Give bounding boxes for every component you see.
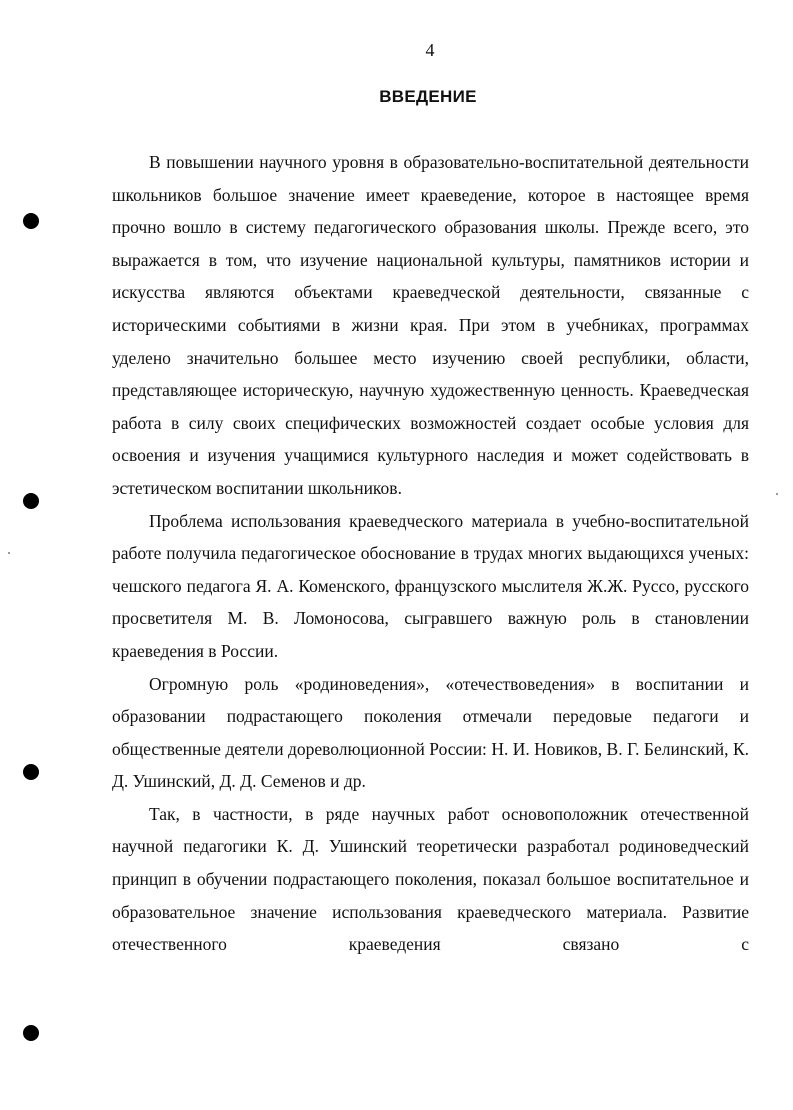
paragraph-4: Так, в частности, в ряде научных работ основоположник отечественной научной педагогики К. Д. Ушинский теоретически разработал родиноведческий принцип в обучении подрастающего поколения, показал большое воспитательное и образовательное значение использования краеведческого материала. Развитие отечественного краеведения связано с <box>112 803 749 955</box>
binder-hole-icon <box>23 764 39 780</box>
paragraph-1: В повышении научного уровня в образовательно-воспитательной деятельности школьников большое значение имеет краеведение, которое в настоящее время прочно вошло в систему педагогического образования школы. Прежде всего, это выражается в том, что изучение национальной культуры, памятников истории и искусства являются объектами краеведческой деятельности, связанные с историческими событиями в жизни края. При этом в учебниках, программах уделено значительно большее место изучению своей республики, области, представляющее историческую, научную художественную ценность. Краеведческая работа в силу своих специфических возможностей создает особые условия для освоения и изучения учащимися культурного наследия и может содействовать в эстетическом воспитании школьников. <box>112 152 749 498</box>
section-heading: ВВЕДЕНИЕ <box>379 87 477 106</box>
binder-hole-icon <box>23 1025 39 1041</box>
binder-hole-icon <box>23 493 39 509</box>
scan-speck <box>8 552 10 554</box>
paragraph-3: Огромную роль «родиноведения», «отечествоведения» в воспитании и образовании подрастающего поколения отмечали передовые педагоги и общественные деятели дореволюционной России: Н. И. Новиков, В. Г. Белинский, К. Д. Ушинский, Д. Д. Семенов и др. <box>112 673 749 792</box>
paragraph-2: Проблема использования краеведческого материала в учебно-воспитательной работе получила педагогическое обоснование в трудах многих выдающихся ученых: чешского педагога Я. А. Коменского, французского мыслителя Ж.Ж. Руссо, русского просветителя М. В. Ломоносова, сыгравшего важную роль в становлении краеведения в России. <box>112 510 749 661</box>
body-text <box>112 146 749 961</box>
binder-hole-icon <box>23 213 39 229</box>
page-number: 4 <box>425 40 435 60</box>
scan-speck <box>776 493 778 495</box>
